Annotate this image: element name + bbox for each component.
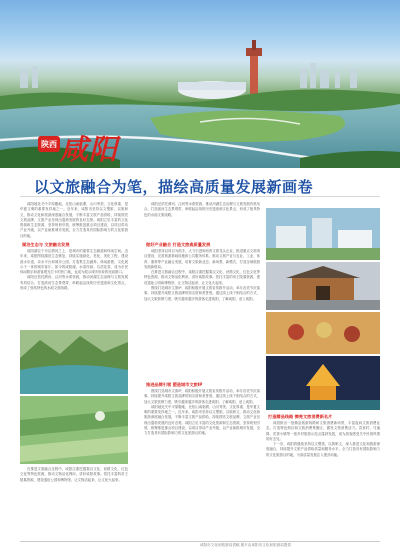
photo-green-fields	[20, 396, 128, 464]
paragraph: 咸阳地处关中平原腹地，北依山南临渭，山川秀美、文化厚重，是华夏文明的重要发祥地之一。近年来，咸阳市坚持以文塑旅、以旅彰文，推动文化和旅游深度融合发展，不断丰富文旅产品供给，持续擦亮文旅品牌，文旅产业呈现出蓬勃发展的良好态势。咸阳立足丰富的文化资源和生态资源，坚持规划引领，统筹推进重点项目建设，以项目带动产业升级，以产业助推城市发展，全力打造具有国际影响力的文化旅游目的地。	[144, 404, 260, 436]
paragraph: 咸阳地处关中平原腹地，北依山南临渭，山川秀美、文化厚重，是华夏文明的重要发祥地之一。近年来，咸阳市坚持以文塑旅、以旅彰文，推动文化和旅游深度融合发展，不断丰富文旅产品供给，持续擦亮文旅品牌，文旅产业呈现出蓬勃发展的良好态势。咸阳立足丰富的文化资源和生态资源，坚持规划引领，统筹推进重点项目建设，以项目带动产业升级，以产业助推城市发展，全力打造具有国际影响力的文化旅游目的地。	[20, 202, 128, 238]
column-1-intro	[20, 202, 128, 240]
section-heading-2: 做好产业融合 打造文旅高质量发展	[146, 242, 211, 247]
section-heading-3: 推进品牌引领 塑造城市文旅IP	[146, 382, 203, 387]
paragraph: 咸阳湖位于市区渭河之上，是城市的重要生态廊道和休闲空间。近年来，咸阳围绕湖泊生态修复，持续实施绿化、亮化、美化工程，建设滨水步道、亲水平台和城市公园，打造集生态涵养、休闲游憩、文化展示于一体的城市客厅。如今的咸阳湖，水清岸绿、鸟语花香，成为市民休闲娱乐和游客观光打卡的热门地，也成为展示城市形象的亮丽窗口。	[20, 249, 128, 275]
city-name-title: 咸阳	[60, 133, 119, 166]
paragraph: 在推进文旅融合过程中，咸阳注重挖掘秦汉文化、丝路文化、红色文化等特色资源，推动文物活化利用，讲好咸阳故事。依托丰富的帝王陵墓资源，建设遗址公园和博物馆，让文物活起来、让文化火起来。	[144, 270, 260, 285]
footer-divider	[20, 541, 380, 542]
paragraph: 咸阳还依托渭河、泾河等水系资源，推动河湖生态治理与文旅发展有机结合，打造滨河生态景观带，串联起沿线的历史遗迹和文化景点，形成了独具特色的水韵文旅线路。	[20, 275, 128, 291]
paragraph: 围绕打造城市文旅IP，咸阳积极开展文旅宣传推介活动，举办各类节庆赛事，持续提升咸阳文旅品牌的知名度和美誉度。通过线上线下相结合的方式，加大文旅营销力度，吸引越来越多的游客走进咸阳、了解咸阳、爱上咸阳。	[144, 389, 260, 404]
column-2-intro	[144, 202, 260, 238]
paragraph: 下一步，咸阳将继续坚持以文塑旅、以旅彰文，深入推进文化和旅游深度融合，持续提升文旅产品供给质量和服务水平，全力打造具有国际影响力的文化旅游目的地，为高质量发展注入强劲动能。	[266, 442, 380, 457]
column-1-text-bottom	[20, 467, 128, 539]
paragraph: 咸阳坚持以项目为抓手，大力引进和培育文旅龙头企业，推进重点文旅项目建设，完善旅游基础设施和公共服务体系，推动文旅产业与农业、工业、体育、康养等产业融合发展，培育文旅新业态、新场景、新模式，打造全域旅游发展新格局。	[144, 249, 260, 269]
column-3-text	[266, 421, 380, 539]
paragraph: 咸阳还依托渭河、泾河等水系资源，推动河湖生态治理与文旅发展有机结合，打造滨河生态景观带，串联起沿线的历史遗迹和文化景点，形成了独具特色的水韵文旅线路。	[144, 202, 260, 217]
column-1-text	[20, 249, 128, 327]
photo-night-pagoda	[266, 356, 380, 410]
headline-divider	[20, 196, 380, 197]
photo-ancient-gate	[266, 262, 380, 310]
section-heading-4: 打造精品线路 擦亮文旅消费新名片	[268, 414, 333, 419]
column-2-text	[144, 249, 260, 379]
paragraph: 围绕打造城市文旅IP，咸阳积极开展文旅宣传推介活动，举办各类节庆赛事，持续提升咸阳文旅品牌的知名度和美誉度。通过线上线下相结合的方式，加大文旅营销力度，吸引越来越多的游客走进咸阳、了解咸阳、爱上咸阳。	[144, 286, 260, 301]
paragraph: 咸阳推出一批精品旅游线路和文旅消费新场景，丰富夜间文旅消费业态，打造特色街区和文旅消费集聚区，激发文旅消费活力。袁家村、马嵬驿、茯茶小镇等一批乡村旅游示范点蓬勃发展，成为游客感受关中民俗风情的好去处。	[266, 421, 380, 441]
province-seal: 陕西	[38, 136, 60, 152]
footer-credit: 咸阳市文化和旅游局供稿 图片由咸阳市文化和旅游局提供	[200, 543, 291, 547]
column-2-text-bottom	[144, 389, 260, 539]
photo-mountain-reservoir	[20, 330, 128, 394]
photo-folk-performance	[266, 312, 380, 354]
page-headline: 以文旅融合为笔，描绘高质量发展新画卷	[34, 178, 314, 196]
paragraph: 在推进文旅融合过程中，咸阳注重挖掘秦汉文化、丝路文化、红色文化等特色资源，推动文物活化利用，讲好咸阳故事。依托丰富的帝王陵墓资源，建设遗址公园和博物馆，让文物活起来、让文化火起来。	[20, 467, 128, 482]
section-heading-1: 湖泊生态与 文旅融合发展	[22, 242, 70, 247]
photo-industrial-park	[266, 208, 380, 260]
